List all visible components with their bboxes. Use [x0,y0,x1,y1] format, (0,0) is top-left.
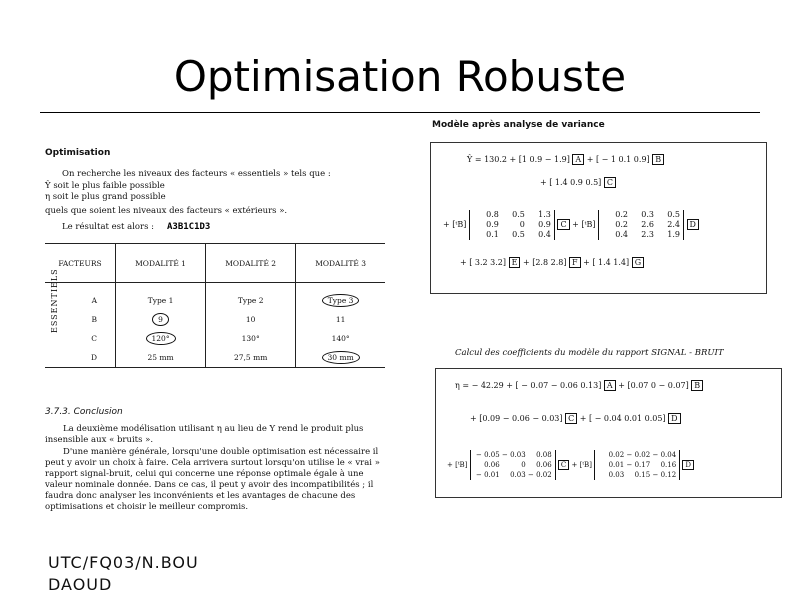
header-mod2: MODALITÉ 2 [206,244,296,283]
factor-d: D [45,348,116,368]
factor-c: C [91,334,97,343]
header-mod1: MODALITÉ 1 [116,244,206,283]
factor-b: B [91,315,97,324]
table-row [45,291,385,310]
result-text: Le résultat est alors : [62,222,155,232]
m3-label: + [ᵗB] [447,461,468,469]
cell: 27,5 mm [206,348,296,368]
conclusion-paragraph-1: La deuxième modélisation utilisant η au lieu de Y rend le produit plus insensible aux « bruits ». [45,424,364,445]
eq1-d: + [ 3.2 3.2] [460,258,507,267]
left-scanned-page [40,135,385,525]
criterion-line-3: quels que soient les niveaux des facteurs « extérieurs ». [45,206,288,216]
eq2-c: + [0.09 − 0.06 − 0.03] [470,414,563,423]
intro-text: On recherche les niveaux des facteurs « essentiels » tels que : [62,169,331,179]
circled-cell: Type 3 [322,294,360,307]
criterion-line-2: η soit le plus grand possible [45,192,166,202]
circled-cell: 30 mm [322,351,360,364]
table-row [45,329,385,348]
header-mod3: MODALITÉ 3 [296,244,385,283]
essentiels-label: ESSENTIELS [50,268,59,333]
cell: Type 1 [116,291,206,310]
cell: 130° [206,329,296,348]
conclusion-heading: 3.7.3. Conclusion [45,407,123,417]
cell: 11 [296,310,385,329]
cell: Type 2 [206,291,296,310]
table-row [45,348,385,368]
eq2-a: η = − 42.29 + [ − 0.07 − 0.06 0.13] [455,381,602,390]
matrix-bd-sn: 0.02 − 0.02 − 0.04 0.01 − 0.17 0.16 0.03 0.15 − 0.12 [594,450,680,480]
title-divider [40,112,760,113]
eq1-a: Ŷ = 130.2 + [1 0.9 − 1.9] [467,155,570,164]
eq1-e: + [2.8 2.8] [522,258,567,267]
cell: 10 [206,310,296,329]
criterion-line-1: Ŷ soit le plus faible possible [45,181,165,191]
cell: 140° [296,329,385,348]
matrix-bc-sn: − 0.05 − 0.03 0.08 0.06 0 0.06 − 0.01 0.03 − 0.02 [470,450,556,480]
circled-cell: 9 [152,313,169,326]
signal-noise-heading: Calcul des coefficients du modèle du rapport SIGNAL - BRUIT [455,348,724,358]
eq2-b: + [0.07 0 − 0.07] [618,381,689,390]
cell: 25 mm [116,348,206,368]
header-factors: FACTEURS [45,244,116,283]
m4-label: + [ᵗB] [571,461,592,469]
eq1-b: + [ − 1 0.1 0.9] [586,155,650,164]
eq2-d: + [ − 0.04 0.01 0.05] [579,414,666,423]
m2-label: + [ᵗB] [572,220,596,229]
table-row [45,310,385,329]
matrix-bc: 0.8 0.5 1.3 0.9 0 0.9 0.1 0.5 0.4 [469,210,555,240]
m1-label: + [ᵗB] [443,220,467,229]
eq1-c: + [ 1.4 0.9 0.5] [540,178,602,187]
factor-a: A [91,296,97,305]
result-tag: A3B1C1D3 [167,222,211,232]
slide-footer: UTC/FQ03/N.BOU DAOUD [48,553,199,594]
circled-cell: 120° [146,332,176,345]
variance-model-heading: Modèle après analyse de variance [432,120,605,130]
matrix-bd: 0.2 0.3 0.5 0.2 2.6 2.4 0.4 2.3 1.9 [598,210,684,240]
factors-table [45,243,385,368]
optimisation-heading: Optimisation [45,148,111,158]
eq1-f: + [ 1.4 1.4] [583,258,630,267]
conclusion-paragraph-2: D'une manière générale, lorsqu'une double optimisation est nécessaire il peut y avoir un choix à faire. Cela arrivera surtout lorsqu'on utilise le « vrai » rapport signal-bruit, celui qui concerne une réponse optimale égale à une valeur nominale donnée. Dans ce cas, il peut y avoir des incompatibilités ; il faudra donc analyser les inconvénients et les avantages de chacune des optimisations et choisir le meilleur compromis. [45,447,380,512]
slide-title: Optimisation Robuste [173,52,627,101]
